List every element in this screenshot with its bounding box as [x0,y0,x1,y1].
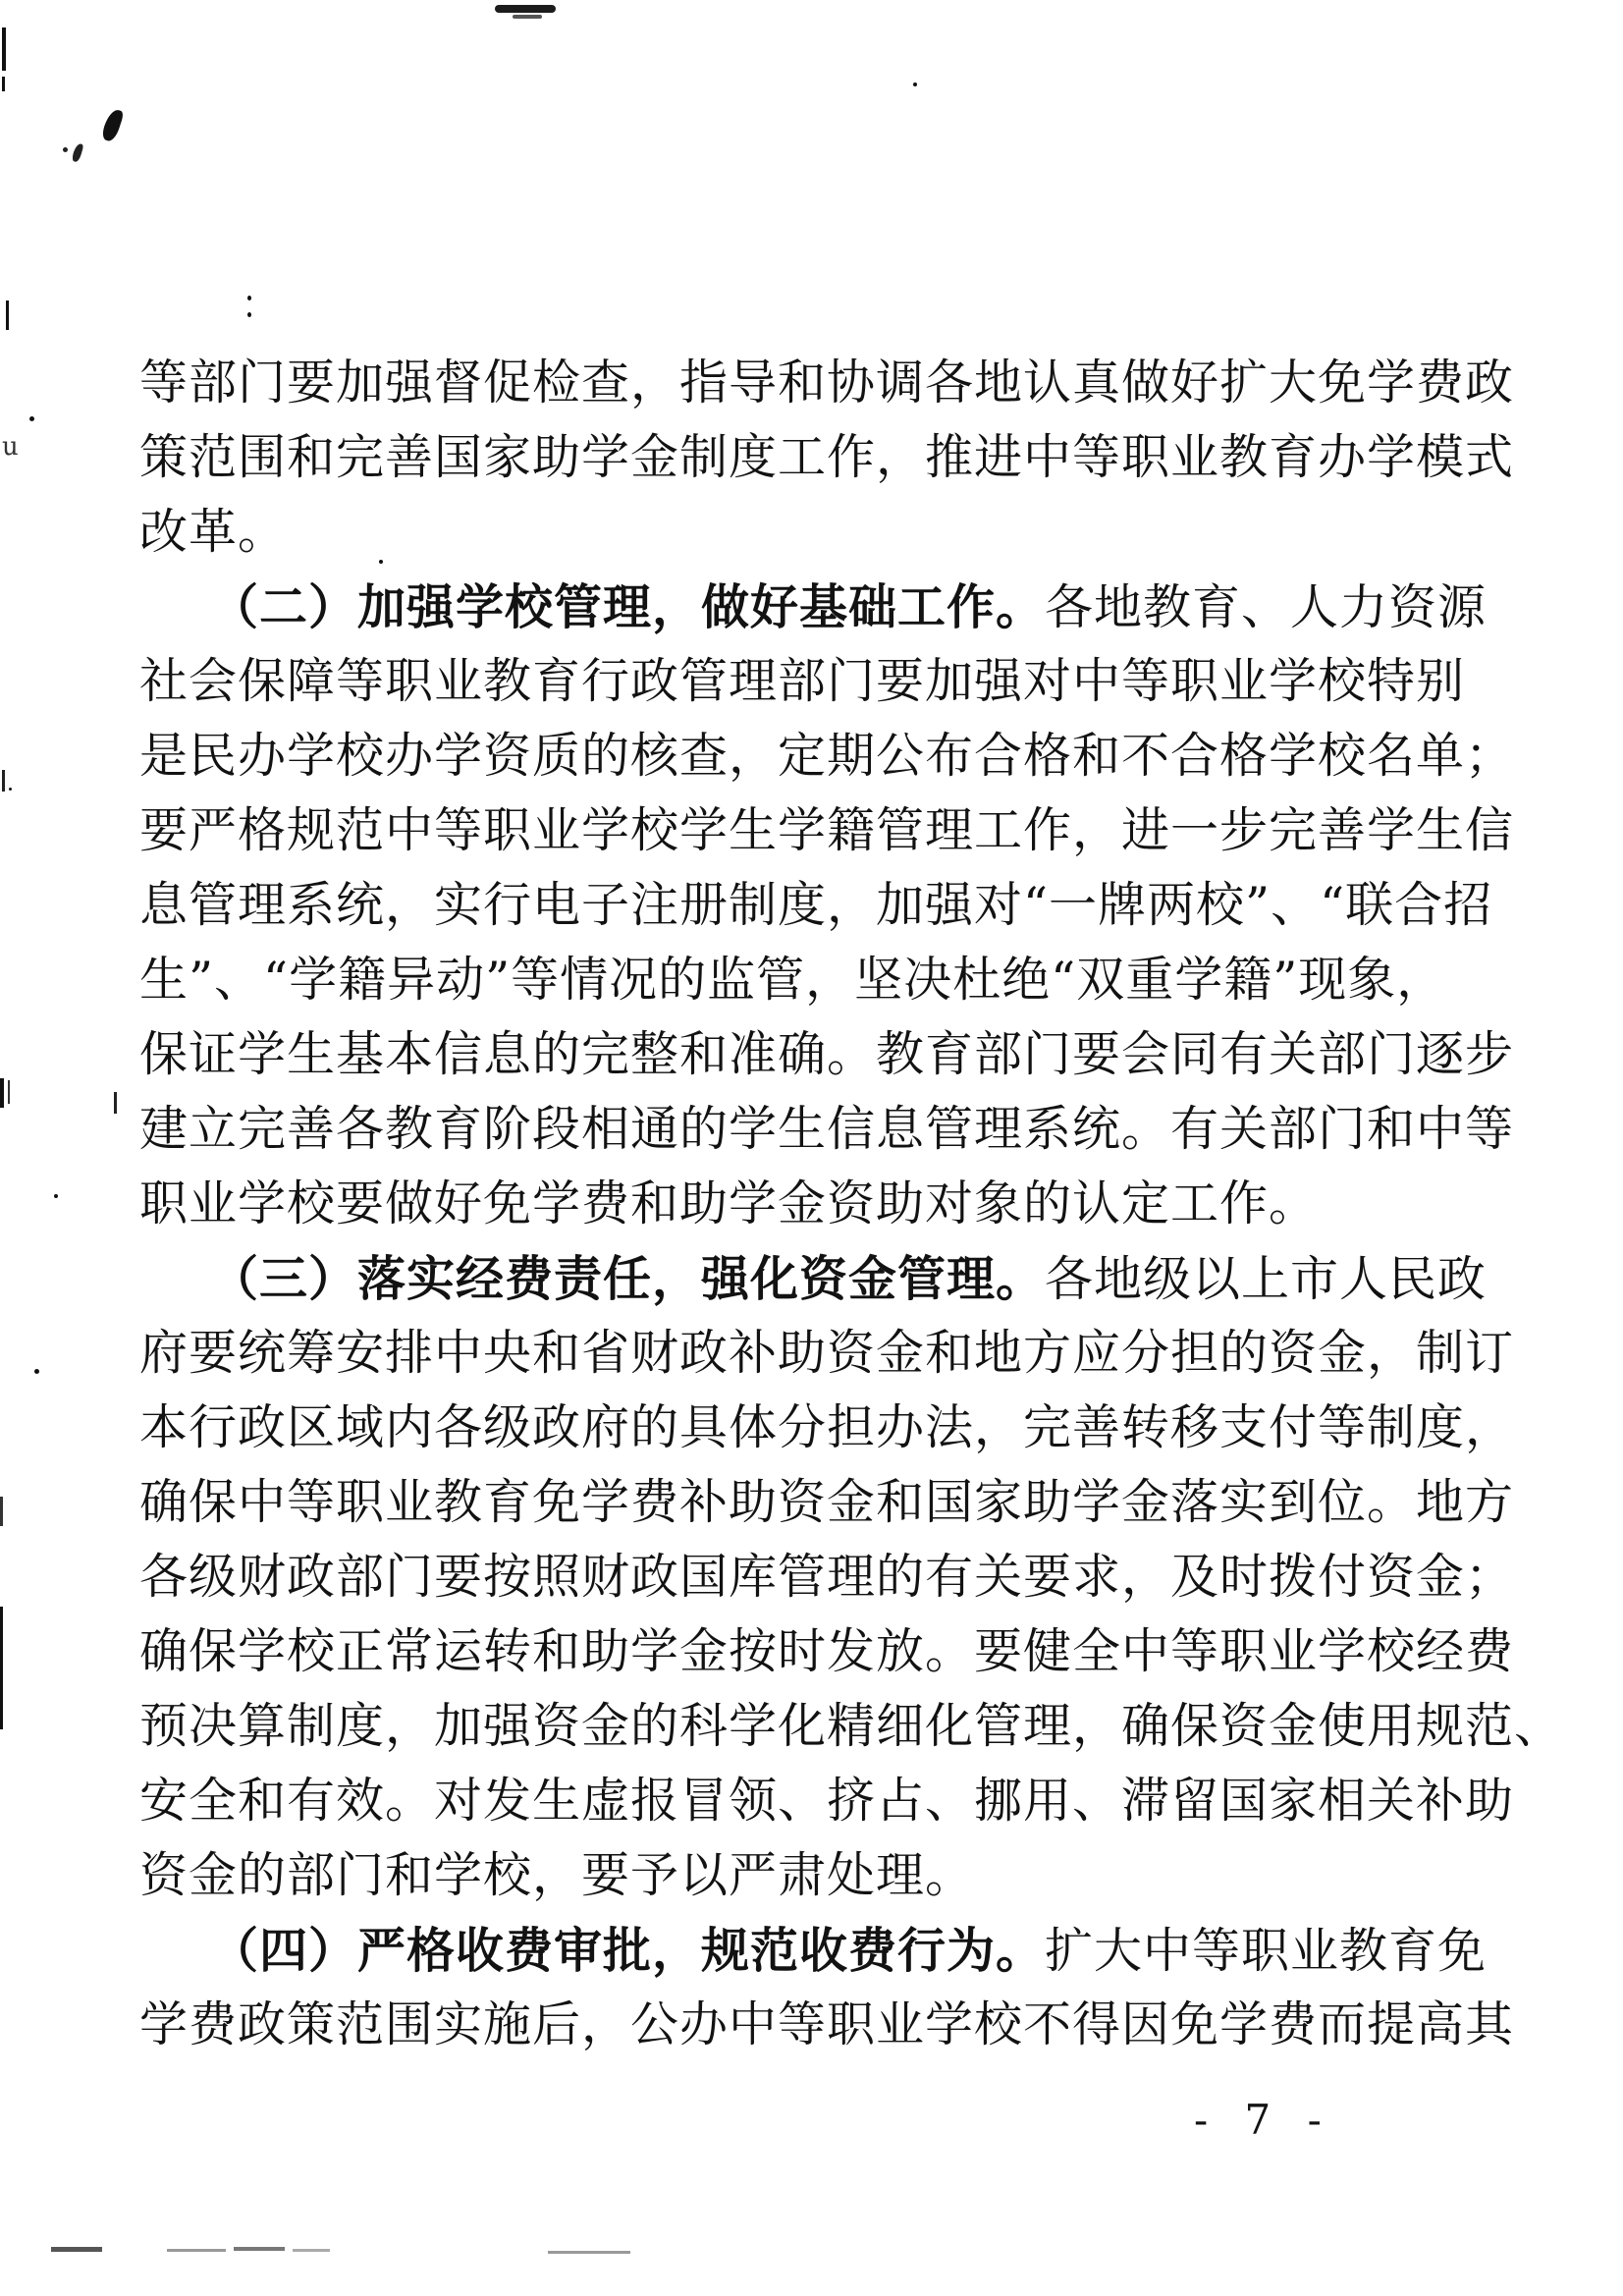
scan-artifact-dot [63,147,68,152]
line-text: 各地教育、人力资源 [1045,579,1488,635]
scan-artifact-dash [167,2249,226,2252]
text-line: 生”、“学籍异动”等情况的监管，坚决杜绝“双重学籍”现象， [139,952,1446,1008]
text-line: 改革。 [139,504,288,560]
text-line-paragraph-4 [139,1913,1524,1988]
scan-artifact-dot [379,560,383,564]
scan-artifact-dot [9,788,12,791]
text-line: 等部门要加强督促检查，指导和协调各地认真做好扩大免学费政 [139,355,1515,410]
scan-artifact-dot [913,82,917,86]
text-line: 学费政策范围实施后，公办中等职业学校不得因免学费而提高其 [139,1996,1515,2052]
scan-artifact-dot [247,312,251,317]
document-body [139,346,1564,2062]
scan-artifact-tick [0,1497,3,1526]
text-line: 资金的部门和学校，要予以严肃处理。 [139,1847,975,1903]
scan-artifact-comma [72,142,84,162]
scan-artifact-tick [0,1078,4,1108]
scan-artifact-tick [114,1092,117,1114]
scan-artifact-tick [2,27,6,71]
scan-artifact-tick [6,301,9,330]
text-line-paragraph-3 [139,1241,1524,1316]
text-line: 息管理系统，实行电子注册制度，加强对“一牌两校”、“联合招 [139,877,1493,933]
scan-artifact-comma [100,107,124,142]
text-line: 职业学校要做好免学费和助学金资助对象的认定工作。 [139,1175,1319,1231]
text-line-paragraph-2 [139,570,1524,644]
scan-artifact-dash [234,2247,285,2251]
scan-artifact-dot [54,1194,58,1198]
text-line: 各级财政部门要按照财政国库管理的有关要求，及时拨付资金； [139,1549,1515,1605]
scan-artifact-dot [247,296,251,301]
scan-artifact-dash [293,2249,330,2252]
scan-artifact-dash [548,2251,630,2254]
text-line: 确保中等职业教育免学费补助资金和国家助学金落实到位。地方 [139,1474,1515,1530]
text-line: 要严格规范中等职业学校学生学籍管理工作，进一步完善学生信 [139,802,1515,858]
text-line: 是民办学校办学资质的核查，定期公布合格和不合格学校名单； [139,728,1515,784]
line-text: 扩大中等职业教育免 [1045,1923,1488,1979]
scan-artifact-dot [34,1369,39,1374]
scan-artifact-dash [51,2247,102,2252]
scan-artifact-smudge [495,5,556,13]
line-text: 各地级以上市人民政 [1045,1251,1488,1307]
text-line: 本行政区域内各级政府的具体分担办法，完善转移支付等制度， [139,1399,1515,1455]
scan-artifact-tick [8,1080,10,1104]
paragraph-3-heading: （三）落实经费责任，强化资金管理。 [210,1250,1046,1307]
text-line: 预决算制度，加强资金的科学化精细化管理，确保资金使用规范、 [139,1698,1564,1754]
scan-artifact-line [0,1607,3,1729]
paragraph-4-heading: （四）严格收费审批，规范收费行为。 [210,1922,1046,1979]
paragraph-2-heading: （二）加强学校管理，做好基础工作。 [210,578,1046,635]
scan-artifact-smudge [513,15,542,19]
text-line: 保证学生基本信息的完整和准确。教育部门要会同有关部门逐步 [139,1026,1515,1082]
text-line: 安全和有效。对发生虚报冒领、挤占、挪用、滞留国家相关补助 [139,1773,1515,1829]
text-line: 确保学校正常运转和助学金按时发放。要健全中等职业学校经费 [139,1623,1515,1679]
scan-artifact-tick [2,77,5,91]
text-line: 策范围和完善国家助学金制度工作，推进中等职业教育办学模式 [139,429,1515,485]
text-line: 建立完善各教育阶段相通的学生信息管理系统。有关部门和中等 [139,1101,1515,1157]
text-line: 府要统筹安排中央和省财政补助资金和地方应分担的资金，制订 [139,1325,1515,1381]
text-line: 社会保障等职业教育行政管理部门要加强对中等职业学校特别 [139,653,1466,709]
page-number: - 7 - [1194,2096,1333,2144]
scan-artifact-tick [2,770,5,792]
scan-artifact-dot [29,416,34,421]
scan-artifact-glyph: u [2,432,19,462]
